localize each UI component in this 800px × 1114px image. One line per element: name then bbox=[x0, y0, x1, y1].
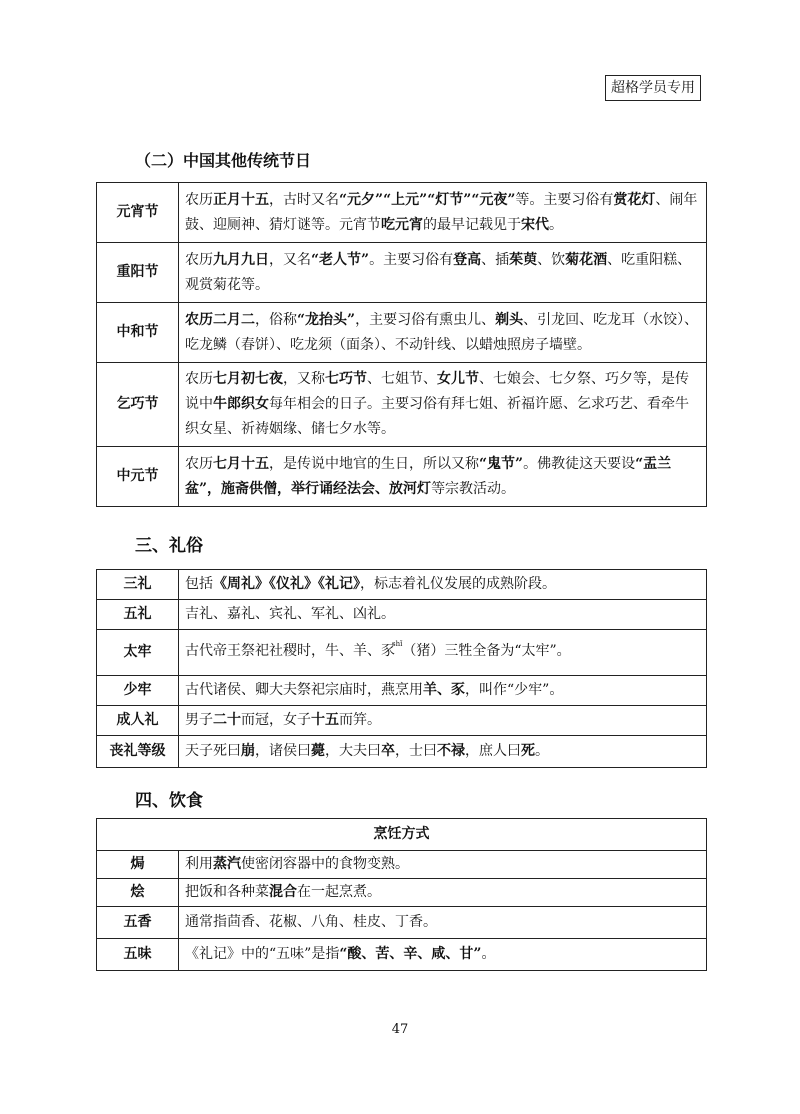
festival-row bbox=[97, 183, 707, 243]
pinyin-annotation: shǐ bbox=[392, 640, 403, 648]
exclusive-badge: 超格学员专用 bbox=[605, 75, 701, 101]
festival-description: 农历正月十五，古时又名“元夕”“上元”“灯节”“元夜”等。主要习俗有赏花灯、闹年鼓、迎厕神、猜灯谜等。元宵节吃元宵的最早记载见于宋代。 bbox=[179, 183, 707, 243]
cooking-term: 五味 bbox=[97, 939, 179, 971]
festival-description: 农历二月二，俗称“龙抬头”，主要习俗有熏虫儿、剃头、引龙回、吃龙耳（水饺）、吃龙鳞（春饼）、吃龙须（面条）、不动针线、以蜡烛照房子墙壁。 bbox=[179, 303, 707, 363]
etiquette-term: 成人礼 bbox=[97, 706, 179, 736]
etiquette-description: 天子死曰崩，诸侯曰薨，大夫曰卒，士曰不禄，庶人曰死。 bbox=[179, 736, 707, 768]
etiquette-row bbox=[97, 630, 707, 676]
festival-description: 农历七月初七夜，又称七巧节、七姐节、女儿节、七娘会、七夕祭、巧夕等，是传说中牛郎织女每年相会的日子。主要习俗有拜七姐、祈福许愿、乞求巧艺、看牵牛织女星、祈祷姻缘、储七夕水等。 bbox=[179, 363, 707, 447]
etiquette-term: 丧礼等级 bbox=[97, 736, 179, 768]
festival-row bbox=[97, 447, 707, 507]
cooking-term: 烩 bbox=[97, 879, 179, 907]
cooking-table-header: 烹饪方式 bbox=[97, 819, 707, 851]
cooking-row bbox=[97, 851, 707, 879]
cooking-term: 焗 bbox=[97, 851, 179, 879]
cooking-row bbox=[97, 939, 707, 971]
festival-row bbox=[97, 303, 707, 363]
section4-title: 四、饮食 bbox=[135, 791, 203, 811]
festival-term: 乞巧节 bbox=[97, 363, 179, 447]
festival-row bbox=[97, 363, 707, 447]
cooking-description: 通常指茴香、花椒、八角、桂皮、丁香。 bbox=[179, 907, 707, 939]
festival-term: 中和节 bbox=[97, 303, 179, 363]
festival-term: 重阳节 bbox=[97, 243, 179, 303]
festival-description: 农历九月九日，又名“老人节”。主要习俗有登高、插茱萸、饮菊花酒、吃重阳糕、观赏菊花等。 bbox=[179, 243, 707, 303]
etiquette-term: 少牢 bbox=[97, 676, 179, 706]
etiquette-row bbox=[97, 600, 707, 630]
etiquette-table bbox=[96, 569, 707, 768]
cooking-table bbox=[96, 818, 707, 971]
etiquette-term: 三礼 bbox=[97, 570, 179, 600]
cooking-term: 五香 bbox=[97, 907, 179, 939]
etiquette-description: 古代帝王祭祀社稷时，牛、羊、豕$^{shǐ}$（猪）三牲全备为“太牢”。 bbox=[179, 630, 707, 676]
festival-term: 元宵节 bbox=[97, 183, 179, 243]
section2-title: （二）中国其他传统节日 bbox=[135, 151, 312, 170]
festival-description: 农历七月十五，是传说中地官的生日，所以又称“鬼节”。佛教徒这天要设“盂兰盆”，施斋供僧，举行诵经法会、放河灯等宗教活动。 bbox=[179, 447, 707, 507]
etiquette-description: 古代诸侯、卿大夫祭祀宗庙时，燕烹用羊、豕，叫作“少牢”。 bbox=[179, 676, 707, 706]
cooking-description: 把饭和各种菜混合在一起烹煮。 bbox=[179, 879, 707, 907]
etiquette-row bbox=[97, 676, 707, 706]
etiquette-term: 太牢 bbox=[97, 630, 179, 676]
etiquette-description: 包括《周礼》《仪礼》《礼记》，标志着礼仪发展的成熟阶段。 bbox=[179, 570, 707, 600]
cooking-row bbox=[97, 907, 707, 939]
etiquette-description: 男子二十而冠，女子十五而笄。 bbox=[179, 706, 707, 736]
etiquette-row bbox=[97, 736, 707, 768]
cooking-description: 利用蒸汽使密闭容器中的食物变熟。 bbox=[179, 851, 707, 879]
section3-title: 三、礼俗 bbox=[135, 536, 203, 556]
etiquette-row bbox=[97, 706, 707, 736]
etiquette-description: 吉礼、嘉礼、宾礼、军礼、凶礼。 bbox=[179, 600, 707, 630]
festival-row bbox=[97, 243, 707, 303]
festival-term: 中元节 bbox=[97, 447, 179, 507]
cooking-row bbox=[97, 879, 707, 907]
cooking-description: 《礼记》中的“五味”是指“酸、苦、辛、咸、甘”。 bbox=[179, 939, 707, 971]
etiquette-term: 五礼 bbox=[97, 600, 179, 630]
page-number: 47 bbox=[391, 1022, 409, 1037]
etiquette-row bbox=[97, 570, 707, 600]
festival-table bbox=[96, 182, 707, 507]
